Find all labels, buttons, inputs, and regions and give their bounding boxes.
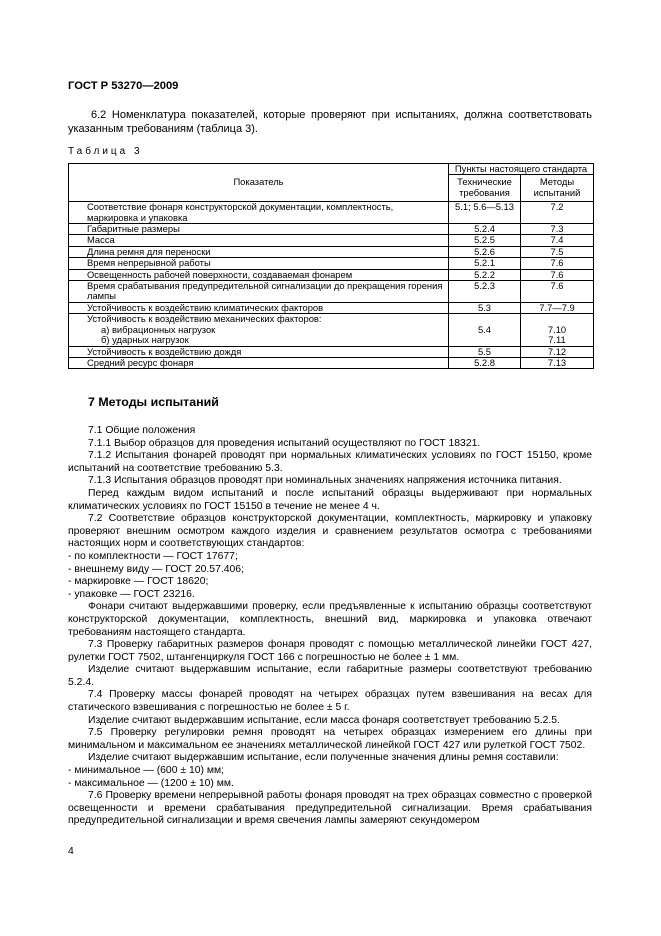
indicator-cell: Устойчивость к воздействию климатических факторов [69, 302, 449, 313]
indicator-cell: Средний ресурс фонаря [69, 357, 449, 368]
tech-cell: 5.1; 5.6—5.13 [449, 202, 521, 224]
method-sub-b: 7.11 [548, 334, 566, 346]
list-item: - минимальное — (600 ± 10) мм; [68, 765, 225, 777]
table-row [69, 302, 594, 313]
list-item: - максимальное — (1200 ± 10) мм. [68, 777, 234, 789]
tech-cell: 5.3 [449, 302, 521, 313]
indicator-cell [69, 314, 449, 346]
tech-cell: 5.2.8 [449, 357, 521, 368]
method-cell: 7.6 [521, 258, 594, 269]
header-test-methods: Методы испытаний [521, 175, 594, 202]
paragraph: 7.1.2 Испытания фонарей проводят при нормальных климатических условиях по ГОСТ 15150, кроме испытаний на соответствие требованию 5.3. [68, 450, 592, 474]
indicator-cell: Длина ремня для переноски [69, 246, 449, 257]
tech-cell: 5.2.6 [449, 246, 521, 257]
method-cell: 7.2 [521, 202, 594, 224]
paragraph: 7.5 Проверку регулировки ремня проводят на четырех образцах измерением его длины при минимальном и максимальном ее значениях металлической линейкой ГОСТ 427 или рулеткой ГОСТ 7502. [68, 727, 592, 751]
method-cell: 7.6 [521, 281, 594, 303]
indicator-sub-a: а) вибрационных нагрузок [101, 323, 216, 335]
table-row [69, 281, 594, 303]
method-cell: 7.5 [521, 246, 594, 257]
indicator-text: Устойчивость к воздействию механических факторов: [87, 313, 322, 325]
list-item: - внешнему виду — ГОСТ 20.57.406; [68, 563, 244, 575]
table-row [69, 346, 594, 357]
list-item: - упаковке — ГОСТ 23216. [68, 588, 195, 600]
list-item: - маркировке — ГОСТ 18620; [68, 576, 209, 588]
indicator-cell: Время срабатывания предупредительной сигнализации до прекращения горения лампы [69, 281, 449, 303]
paragraph: 7.3 Проверку габаритных размеров фонаря проводят с помощью металлической линейки ГОСТ 427, рулетки ГОСТ 7502, штангенциркуля ГОСТ 166 с погрешностью не более ± 1 мм. [68, 639, 592, 663]
table-row [69, 357, 594, 368]
table-caption: Таблица 3 [68, 146, 143, 157]
paragraph: 7.4 Проверку массы фонарей проводят на четырех образцах путем взвешивания на весах для статического взвешивания с погрешностью не более ± 5 г. [68, 689, 592, 714]
tech-cell: 5.2.4 [449, 224, 521, 235]
method-cell: 7.13 [521, 357, 594, 368]
list-item: - по комплектности — ГОСТ 17677; [68, 550, 238, 562]
paragraph: Изделие считают выдержавшим испытание, если полученные значения длины ремня составили: [88, 752, 559, 764]
table-row [69, 314, 594, 346]
paragraph: 7.2 Соответствие образцов конструкторской документации, комплектность, маркировку и упаковку проверяют внешним осмотром каждого изделия и сравнением результатов осмотра с требованиями настоящих норм и соответствующих стандартов: [68, 513, 592, 550]
table-header-row [69, 164, 594, 175]
table-row [69, 246, 594, 257]
indicator-sub-b: б) ударных нагрузок [101, 334, 189, 346]
indicator-cell: Габаритные размеры [69, 224, 449, 235]
tech-cell: 5.2.5 [449, 235, 521, 246]
document-code-header: ГОСТ Р 53270—2009 [68, 80, 179, 92]
method-cell: 7.7—7.9 [521, 302, 594, 313]
intro-paragraph: 6.2 Номенклатура показателей, которые проверяют при испытаниях, должна соответствовать указанным требованиям (таблица 3). [68, 109, 592, 135]
method-cell [521, 314, 594, 346]
tech-cell: 5.5 [449, 346, 521, 357]
method-cell: 7.12 [521, 346, 594, 357]
indicators-table [68, 163, 594, 369]
page-number: 4 [68, 846, 74, 857]
section-body [68, 425, 592, 828]
section-heading: 7 Методы испытаний [88, 395, 219, 409]
header-indicator: Показатель [69, 164, 449, 202]
table-row [69, 269, 594, 280]
method-cell: 7.6 [521, 269, 594, 280]
table-row [69, 224, 594, 235]
paragraph: 7.1 Общие положения [88, 425, 196, 436]
indicator-cell: Соответствие фонаря конструкторской документации, комплектность, маркировка и упаковка [69, 202, 449, 224]
method-sub-a: 7.10 [547, 323, 567, 335]
tech-cell: 5.2.3 [449, 281, 521, 303]
method-cell: 7.4 [521, 235, 594, 246]
paragraph: 7.6 Проверку времени непрерывной работы фонаря проводят на трех образцах совместно с проверкой освещенности и времени срабатывания предупредительной сигнализации. Время срабатывания предупредительной сигнализации и время свечения лампы замеряют секундомером [68, 790, 592, 827]
header-standard-clauses: Пункты настоящего стандарта [449, 164, 594, 175]
table-row [69, 202, 594, 224]
indicator-cell: Освещенность рабочей поверхности, создаваемая фонарем [69, 269, 449, 280]
paragraph: Фонари считают выдержавшими проверку, если предъявленные к испытанию образцы соответствуют конструкторской документации, комплектность, внешний вид, маркировка и упаковка отвечают требованиям настоящего стандарта. [68, 601, 592, 638]
table-row [69, 258, 594, 269]
paragraph: Перед каждым видом испытаний и после испытаний образцы выдерживают при нормальных климатических условиях по ГОСТ 15150 в течение не менее 4 ч. [68, 487, 592, 512]
header-tech-requirements: Технические требования [449, 175, 521, 202]
indicator-cell: Время непрерывной работы [69, 258, 449, 269]
paragraph: 7.1.1 Выбор образцов для проведения испытаний осуществляют по ГОСТ 18321. [88, 437, 481, 449]
method-cell: 7.3 [521, 224, 594, 235]
paragraph: 7.1.3 Испытания образцов проводят при номинальных значениях напряжения источника питания. [88, 475, 562, 487]
indicator-cell: Устойчивость к воздействию дождя [69, 346, 449, 357]
tech-cell: 5.2.2 [449, 269, 521, 280]
indicator-cell: Масса [69, 235, 449, 246]
tech-cell: 5.4 [449, 314, 521, 346]
paragraph: Изделие считают выдержавшим испытание, если габаритные размеры соответствуют требованию 5.2.4. [68, 664, 592, 688]
tech-cell: 5.2.1 [449, 258, 521, 269]
table-row [69, 235, 594, 246]
paragraph: Изделие считают выдержавшим испытание, если масса фонаря соответствует требованию 5.2.5. [88, 714, 560, 726]
